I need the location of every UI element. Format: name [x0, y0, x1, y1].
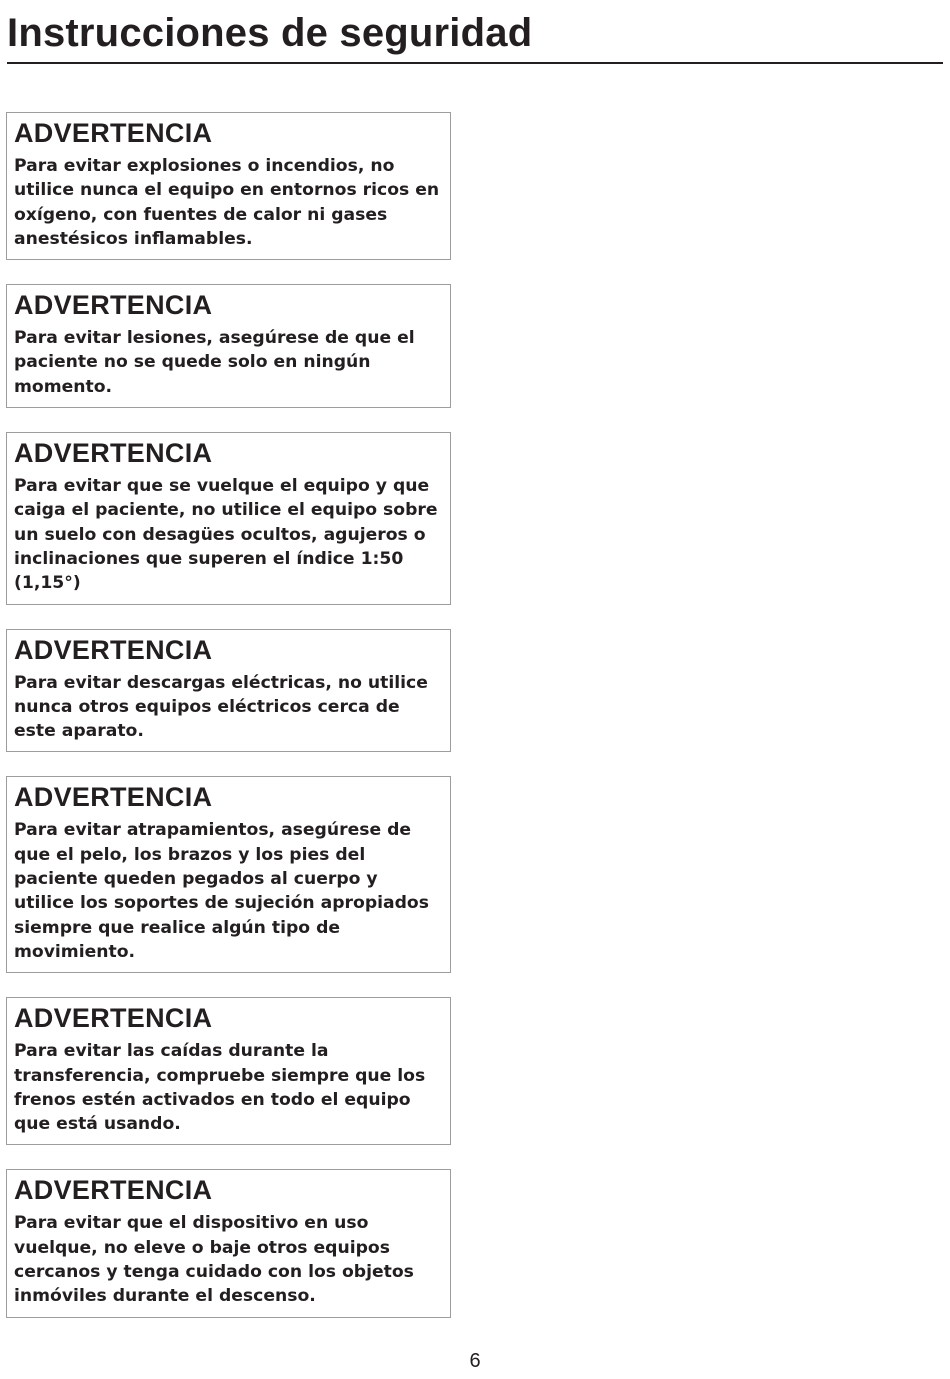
- warning-text: Para evitar las caídas durante la transferencia, compruebe siempre que los frenos estén activados en todo el equipo que está usando.: [14, 1041, 426, 1135]
- warning-box-tipping: [6, 432, 451, 604]
- warning-text: Para evitar que el dispositivo en uso vuelque, no eleve o baje otros equipos cercanos y tenga cuidado con los objetos inmóviles durante el descenso.: [14, 1213, 414, 1307]
- page-title: Instrucciones de seguridad: [7, 11, 533, 55]
- warning-box-injury: [6, 284, 451, 408]
- warning-text: Para evitar lesiones, asegúrese de que el paciente no se quede solo en ningún momento.: [14, 328, 415, 397]
- warning-text: Para evitar atrapamientos, asegúrese de que el pelo, los brazos y los pies del paciente queden pegados al cuerpo y utilice los soportes de sujeción apropiados siempre que realice algún tipo de movimiento.: [14, 820, 429, 962]
- warning-box-explosion: [6, 112, 451, 260]
- title-divider: [7, 62, 943, 64]
- warning-heading: ADVERTENCIA: [14, 118, 213, 148]
- warning-text: Para evitar que se vuelque el equipo y que caiga el paciente, no utilice el equipo sobre un suelo con desagües ocultos, agujeros o inclinaciones que superen el índice 1:50 (1,15°): [14, 476, 438, 594]
- page-number: 6: [469, 1350, 481, 1372]
- warning-heading: ADVERTENCIA: [14, 438, 213, 469]
- warning-heading: ADVERTENCIA: [14, 290, 213, 321]
- warning-box-electric-shock: [6, 629, 451, 753]
- warning-heading: ADVERTENCIA: [14, 1003, 213, 1034]
- warning-box-device-tipping: [6, 1169, 451, 1317]
- warning-box-falls: [6, 997, 451, 1145]
- warning-heading: ADVERTENCIA: [14, 634, 213, 665]
- warnings-list: [6, 112, 451, 1342]
- warning-text: Para evitar descargas eléctricas, no utilice nunca otros equipos eléctricos cerca de este aparato.: [14, 672, 428, 742]
- warning-heading: ADVERTENCIA: [14, 1175, 213, 1206]
- warning-box-entrapment: [6, 776, 451, 973]
- warning-heading: ADVERTENCIA: [14, 782, 213, 813]
- warning-text: Para evitar explosiones o incendios, no utilice nunca el equipo en entornos ricos en oxígeno, con fuentes de calor ni gases anestésicos inflamables.: [14, 156, 440, 249]
